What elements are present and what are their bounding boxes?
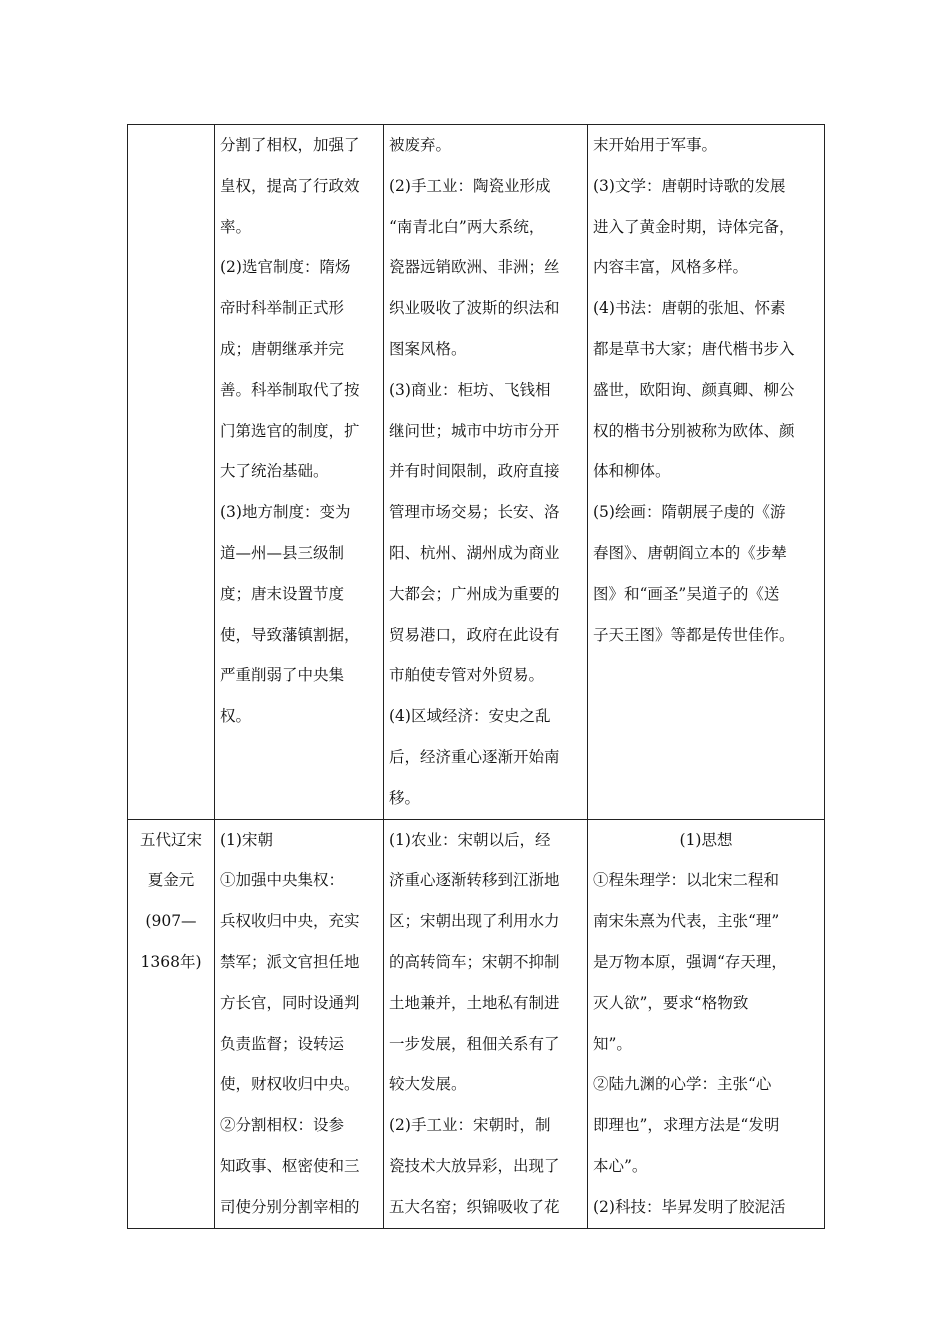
- text-line: ①程朱理学：以北宋二程和: [593, 871, 780, 890]
- text-line: 道—州—县三级制: [220, 543, 345, 562]
- text-line: 方长官，同时设通判: [220, 993, 360, 1012]
- text-line: (1)农业：宋朝以后，经: [389, 830, 551, 849]
- text-line: 率。: [220, 217, 252, 236]
- text-line: 图》和“画圣”吴道子的《送: [593, 584, 780, 603]
- text-line: ①加强中央集权：: [220, 871, 345, 890]
- culture-cell: [588, 125, 825, 820]
- text-line: 贸易港口，政府在此设有: [389, 625, 560, 644]
- text-line: (3)地方制度：变为: [220, 503, 351, 522]
- text-line: 权的楷书分别被称为欧体、颜: [593, 421, 795, 440]
- text-line: 织业吸收了波斯的织法和: [389, 299, 560, 318]
- text-line: 济重心逐渐转移到江浙地: [389, 871, 560, 890]
- text-line: 大都会；广州成为重要的: [389, 584, 560, 603]
- text-line: 知政事、枢密使和三: [220, 1156, 360, 1175]
- text-line: 本心”。: [593, 1156, 648, 1175]
- text-line: (3)商业：柜坊、飞钱相: [389, 380, 551, 399]
- text-line: (5)绘画：隋朝展子虔的《游: [593, 503, 786, 522]
- era-label: 五代辽宋: [139, 830, 202, 849]
- culture-cell: [588, 819, 825, 1228]
- text-line: 使，财权收归中央。: [220, 1075, 360, 1094]
- text-line: 兵权收归中央，充实: [220, 912, 360, 931]
- text-line: 帝时科举制正式形: [220, 299, 345, 318]
- text-line: (1)宋朝: [220, 830, 273, 849]
- politics-cell: [215, 819, 384, 1228]
- text-line: 被废弃。: [389, 136, 452, 154]
- text-line: 内容丰富，风格多样。: [593, 258, 749, 277]
- table-row-sui-tang: [128, 125, 825, 820]
- text-line: 末开始用于军事。: [593, 136, 718, 154]
- era-label: (907—: [145, 912, 197, 931]
- text-line: ②陆九渊的心学：主张“心: [593, 1075, 772, 1094]
- era-cell: [128, 819, 215, 1228]
- economy-cell: [384, 819, 588, 1228]
- era-cell: [128, 125, 215, 820]
- text-line: 司使分别分割宰相的: [220, 1197, 360, 1216]
- text-line: 度；唐末设置节度: [220, 584, 345, 603]
- text-line: 五大名窑；织锦吸收了花: [389, 1197, 560, 1216]
- text-line: 市舶使专管对外贸易。: [389, 666, 545, 685]
- text-line: 瓷技术大放异彩，出现了: [389, 1156, 560, 1175]
- text-line: 知”。: [593, 1034, 632, 1053]
- text-line: 继问世；城市中坊市分开: [389, 421, 560, 440]
- text-line: (2)选官制度：隋炀: [220, 258, 351, 277]
- text-line: 后，经济重心逐渐开始南: [389, 747, 560, 766]
- text-line: 管理市场交易；长安、洛: [389, 503, 560, 522]
- text-line: (3)文学：唐朝时诗歌的发展: [593, 176, 786, 195]
- text-line: 盛世，欧阳询、颜真卿、柳公: [593, 380, 795, 399]
- text-line: 瓷器远销欧洲、非洲；丝: [389, 258, 560, 277]
- history-table: [127, 124, 825, 1229]
- text-line: 负责监督；设转运: [220, 1034, 345, 1053]
- era-label: 夏金元: [147, 871, 195, 890]
- text-line: 土地兼并，土地私有制进: [389, 993, 560, 1012]
- text-line: 是万物本原，强调“存天理，: [593, 952, 787, 971]
- text-line: 阳、杭州、湖州成为商业: [389, 543, 560, 562]
- text-line: 南宋朱熹为代表，主张“理”: [593, 912, 780, 931]
- text-line: 门第选官的制度，扩: [220, 421, 360, 440]
- text-line: “南青北白”两大系统，: [389, 217, 545, 236]
- text-line: 较大发展。: [389, 1075, 467, 1094]
- text-line: 成；唐朝继承并完: [220, 339, 345, 358]
- text-line: 即理也”，求理方法是“发明: [593, 1116, 780, 1135]
- text-line: 图案风格。: [389, 339, 467, 358]
- text-line: 并有时间限制，政府直接: [389, 462, 560, 481]
- text-line: 一步发展，租佃关系有了: [389, 1034, 560, 1053]
- text-line: 子天王图》等都是传世佳作。: [593, 625, 795, 644]
- text-line: 权。: [220, 707, 252, 726]
- text-line: (1)思想: [679, 830, 733, 849]
- text-line: 禁军；派文官担任地: [220, 952, 360, 971]
- text-line: (2)手工业：陶瓷业形成: [389, 176, 551, 195]
- text-line: 春图》、唐朝阎立本的《步辇: [593, 543, 787, 562]
- text-line: 体和柳体。: [593, 462, 671, 481]
- text-line: 严重削弱了中央集: [220, 666, 345, 685]
- text-line: 的高转筒车；宋朝不抑制: [389, 952, 560, 971]
- text-line: (4)区域经济：安史之乱: [389, 707, 551, 726]
- era-label: 1368年): [140, 952, 202, 971]
- text-line: 进入了黄金时期，诗体完备，: [593, 217, 795, 236]
- text-line: 使，导致藩镇割据，: [220, 625, 360, 644]
- text-line: 灭人欲”，要求“格物致: [593, 993, 749, 1012]
- politics-cell: [215, 125, 384, 820]
- text-line: 都是草书大家；唐代楷书步入: [593, 339, 795, 358]
- text-line: (2)手工业：宋朝时，制: [389, 1116, 551, 1135]
- text-line: 善。科举制取代了按: [220, 380, 360, 399]
- text-line: 大了统治基础。: [220, 462, 329, 481]
- text-line: ②分割相权：设参: [220, 1116, 345, 1135]
- text-line: (4)书法：唐朝的张旭、怀素: [593, 299, 786, 318]
- text-line: (2)科技：毕昇发明了胶泥活: [593, 1197, 786, 1216]
- text-line: 移。: [389, 788, 421, 807]
- text-line: 区；宋朝出现了利用水力: [389, 912, 560, 931]
- text-line: 皇权，提高了行政效: [220, 176, 360, 195]
- table-row-song-yuan: [128, 819, 825, 1228]
- economy-cell: [384, 125, 588, 820]
- text-line: 分割了相权，加强了: [220, 136, 360, 154]
